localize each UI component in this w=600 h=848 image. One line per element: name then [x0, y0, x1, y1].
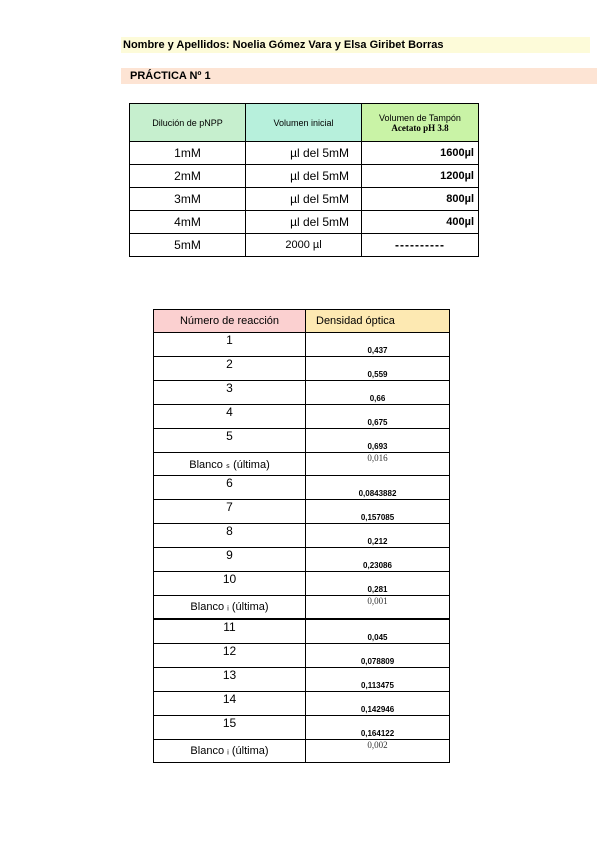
reaction-row	[154, 619, 450, 644]
dilucion-cell: 4mM	[130, 211, 246, 234]
volumen-cell: µl del 5mM	[246, 211, 362, 234]
densidad-cell: 0,157085	[306, 500, 450, 524]
tampon-cell: ----------	[362, 234, 479, 257]
volumen-cell: µl del 5mM	[246, 165, 362, 188]
dilution-row	[130, 142, 479, 165]
reaction-row-blank	[154, 596, 450, 620]
reaccion-cell: 5	[154, 429, 306, 453]
practice-line	[121, 68, 597, 84]
reaccion-cell: 2	[154, 357, 306, 381]
reaction-row	[154, 333, 450, 357]
reaccion-cell: Blanco ᵢ (última)	[154, 740, 306, 763]
reaction-row	[154, 429, 450, 453]
dilution-header-row	[130, 104, 479, 142]
reaccion-cell: Blanco ₛ (última)	[154, 453, 306, 476]
dilucion-cell: 5mM	[130, 234, 246, 257]
reaction-table	[153, 309, 450, 763]
volumen-cell: µl del 5mM	[246, 142, 362, 165]
reaction-row	[154, 716, 450, 740]
tampon-cell: 800µl	[362, 188, 479, 211]
reaction-row	[154, 644, 450, 668]
tampon-cell: 400µl	[362, 211, 479, 234]
header-volumen-inicial: Volumen inicial	[246, 104, 362, 142]
reaction-row	[154, 524, 450, 548]
reaccion-cell: 3	[154, 381, 306, 405]
densidad-cell: 0,001	[306, 596, 450, 620]
densidad-cell: 0,675	[306, 405, 450, 429]
header-tampon-line1: Volumen de Tampón	[379, 112, 461, 123]
name-line	[121, 37, 590, 53]
densidad-cell: 0,142946	[306, 692, 450, 716]
reaccion-cell: 1	[154, 333, 306, 357]
header-numero-reaccion: Número de reacción	[154, 310, 306, 333]
dilution-row	[130, 234, 479, 257]
densidad-cell: 0,113475	[306, 668, 450, 692]
volumen-cell: µl del 5mM	[246, 188, 362, 211]
header-volumen-tampon	[362, 104, 479, 142]
reaction-row	[154, 668, 450, 692]
dilution-row	[130, 188, 479, 211]
name-text: Nombre y Apellidos: Noelia Gómez Vara y Elsa Giribet Borras	[123, 39, 444, 51]
densidad-cell: 0,23086	[306, 548, 450, 572]
reaction-header-row	[154, 310, 450, 333]
reaccion-cell: 12	[154, 644, 306, 668]
reaction-row	[154, 357, 450, 381]
densidad-cell: 0,002	[306, 740, 450, 763]
dilucion-cell: 3mM	[130, 188, 246, 211]
densidad-cell: 0,045	[306, 619, 450, 644]
reaccion-cell: 14	[154, 692, 306, 716]
header-dilucion: Dilución de pNPP	[130, 104, 246, 142]
reaction-row	[154, 692, 450, 716]
reaccion-cell: 15	[154, 716, 306, 740]
reaccion-cell: 13	[154, 668, 306, 692]
densidad-cell: 0,016	[306, 453, 450, 476]
reaction-row	[154, 476, 450, 500]
reaccion-cell: 9	[154, 548, 306, 572]
dilution-row	[130, 165, 479, 188]
densidad-cell: 0,281	[306, 572, 450, 596]
practice-text: PRÁCTICA Nº 1	[130, 70, 211, 82]
reaction-row-blank	[154, 453, 450, 476]
reaccion-cell: 8	[154, 524, 306, 548]
densidad-cell: 0,66	[306, 381, 450, 405]
volumen-cell: 2000 µl	[246, 234, 362, 257]
dilution-table	[129, 103, 479, 257]
reaction-row-blank	[154, 740, 450, 763]
densidad-cell: 0,212	[306, 524, 450, 548]
tampon-cell: 1200µl	[362, 165, 479, 188]
reaccion-cell: 11	[154, 619, 306, 644]
reaction-row	[154, 548, 450, 572]
dilution-row	[130, 211, 479, 234]
densidad-cell: 0,078809	[306, 644, 450, 668]
densidad-cell: 0,693	[306, 429, 450, 453]
reaction-row	[154, 572, 450, 596]
reaccion-cell: 4	[154, 405, 306, 429]
header-tampon-line2: Acetato pH 3.8	[391, 122, 449, 133]
reaction-row	[154, 500, 450, 524]
reaccion-cell: 10	[154, 572, 306, 596]
densidad-cell: 0,437	[306, 333, 450, 357]
header-densidad-optica: Densidad óptica	[306, 310, 450, 333]
reaccion-cell: 6	[154, 476, 306, 500]
dilucion-cell: 2mM	[130, 165, 246, 188]
reaction-row	[154, 381, 450, 405]
reaccion-cell: Blanco ᵢ (última)	[154, 596, 306, 620]
densidad-cell: 0,164122	[306, 716, 450, 740]
reaccion-cell: 7	[154, 500, 306, 524]
densidad-cell: 0,559	[306, 357, 450, 381]
densidad-cell: 0,0843882	[306, 476, 450, 500]
reaction-row	[154, 405, 450, 429]
dilucion-cell: 1mM	[130, 142, 246, 165]
tampon-cell: 1600µl	[362, 142, 479, 165]
